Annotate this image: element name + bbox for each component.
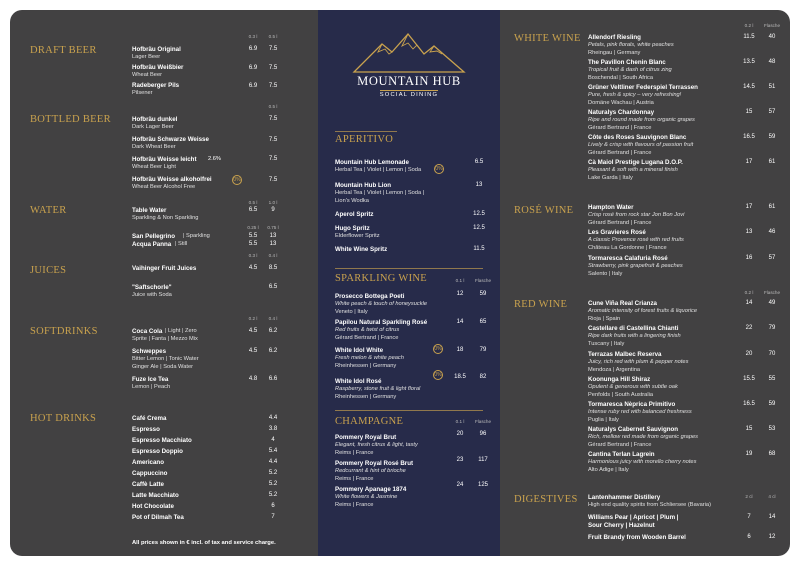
menu-item-desc: Lemon | Peach [132,384,171,390]
menu-item-origin: Penfolds | South Australia [588,392,654,398]
menu-item-origin: Reims | France [335,502,374,508]
menu-item-desc: Pure, fresh & spicy – very refreshing! [588,92,682,98]
price: 5.5 [248,241,258,247]
price: 4 [271,437,275,443]
menu-item-name: Côte des Roses Sauvignon Blanc [588,134,687,141]
price: 6 [271,503,275,509]
menu-item-desc: Red fruits & twist of citrus [335,327,400,333]
menu-item-origin: Gérard Bertrand | France [588,125,652,131]
price: 16.5 [743,134,755,140]
menu-item-name: Espresso Macchiato [132,437,192,444]
price: 14.5 [743,84,755,90]
menu-item-name: Coca Cola [132,328,163,335]
menu-item-desc: Elderflower Spritz [335,233,380,239]
price: 6.2 [268,328,278,334]
price: 61 [768,159,776,165]
price: 6.9 [248,83,258,89]
menu-item-desc: Fresh melon & white peach [335,355,404,361]
menu-item-desc: | Still [175,241,188,247]
menu-item-name: "Saftschorle" [132,284,172,291]
menu-item-desc: Harmonious juicy with morello cherry notes [588,459,697,465]
volume-label: 0.3 l [248,34,258,39]
menu-item-name: San Pellegrino [132,233,175,240]
menu-item-origin: Mendoza | Argentina [588,367,641,373]
menu-item-name: Fuze Ice Tea [132,376,169,383]
price: 13 [475,182,483,188]
menu-item-name: Hofbräu Weißbier [132,64,184,71]
menu-item-name: Hugo Spritz [335,225,370,232]
menu-item-extra: 2.6% [208,156,221,162]
volume-label: 0.3 l [248,253,258,258]
price: 7.5 [268,46,278,52]
price: 14 [768,514,776,520]
volume-label: 2 cl [745,494,753,499]
price: 6.5 [248,207,258,213]
menu-item-name: Sour Cherry | Hazelnut [588,522,655,529]
section-title-water: WATER [30,205,67,216]
menu-item-desc: White flowers & Jasmine [335,494,398,500]
menu-item-desc: Opulent & generous with subtle oak [588,384,678,390]
price: 46 [768,229,776,235]
menu-item-desc: Bitter Lemon | Tonic Water [132,356,199,362]
price: 15.5 [743,376,755,382]
volume-label: Flasche [474,419,492,424]
price: 5.2 [268,481,278,487]
price: 14 [456,319,464,325]
volume-label: 0.5 l [268,34,278,39]
price: 70 [768,351,776,357]
menu-item-desc: Strawberry, pink grapefruit & peaches [588,263,683,269]
menu-item-name: Tormaresca Nèprica Primitivo [588,401,676,408]
section-title-rose-wine: ROSÉ WINE [514,205,574,216]
menu-item-name: Hampton Water [588,204,634,211]
menu-item-desc: Ripe and round made from organic grapes [588,117,695,123]
price: 96 [479,431,487,437]
price: 23 [456,457,464,463]
menu-item-desc: Crisp rosé from rock star Jon Bon Jovi [588,212,685,218]
menu-item-desc: Sparkling & Non Sparkling [132,215,199,221]
logo-divider [380,90,438,91]
menu-item-origin: Lake Garda | Italy [588,175,633,181]
menu-item-desc: Raspberry, stone fruit & light floral [335,386,421,392]
left-panel [10,10,318,556]
menu-item-desc: Pilsener [132,90,153,96]
menu-item-desc: High end quality spirits from Schliersee (Bavaria) [588,502,711,508]
menu-item-name: Tormaresca Calafuria Rosé [588,255,668,262]
price: 16.5 [743,401,755,407]
menu-item-desc: A classic Provence rosé with red fruits [588,237,684,243]
price: 4.5 [248,328,258,334]
menu-item-origin: Alto Adige | Italy [588,467,629,473]
menu-item-name: Prosecco Bottega Poeti [335,293,405,300]
menu-item-name: Pot of Dilmah Tea [132,514,184,521]
menu-item-origin: Gérard Bertrand | France [588,442,652,448]
menu-item-name: Acqua Panna [132,241,172,248]
price: 48 [768,59,776,65]
mountain-logo-icon [352,32,466,74]
menu-item-name: Terrazas Malbec Reserva [588,351,662,358]
menu-item-desc: Wheat Beer [132,72,163,78]
menu-item-name: Hofbräu Weisse alkoholfrei [132,176,212,183]
price: 16 [745,255,753,261]
menu-item-desc: Rich, mellow red made from organic grapes [588,434,699,440]
menu-item-name: Pommery Royal Brut [335,434,397,441]
volume-label: Flasche [763,23,781,28]
menu-item-name: Aperol Spritz [335,211,374,218]
section-title-juices: JUICES [30,265,67,276]
menu-item-name: Schweppes [132,348,167,355]
menu-item-name: Castellare di Castellina Chianti [588,325,679,332]
price: 13 [269,233,277,239]
menu-item-name: Les Gravieres Rosé [588,229,646,236]
volume-label: 0.2 l [744,290,754,295]
menu-item-origin: Boschendal | South Africa [588,75,654,81]
price: 65 [479,319,487,325]
section-title-draft-beer: DRAFT BEER [30,45,97,56]
menu-item-name: Espresso [132,426,160,433]
logo-title: MOUNTAIN HUB [357,74,461,88]
price: 6.2 [268,348,278,354]
price: 12 [456,291,464,297]
menu-item-name: Cune Viña Real Crianza [588,300,658,307]
right-panel [500,10,790,556]
menu-item-name: Hot Chocolate [132,503,174,510]
price: 15 [745,426,753,432]
menu-item-origin: Rheinhessen | Germany [335,363,397,369]
menu-item-name: White Idol Rosé [335,378,382,385]
price: 17 [745,204,753,210]
menu-item-name: Pommery Apanage 1874 [335,486,407,493]
footer-note: All prices shown in € incl. of tax and service charge. [132,540,276,546]
menu-item-name: Cà Maiol Prestige Lugana D.O.P. [588,159,683,166]
price: 5.5 [248,233,258,239]
section-title-hot-drinks: HOT DRINKS [30,413,97,424]
price: 19 [745,451,753,457]
price: 125 [477,482,488,488]
menu-item-origin: Salento | Italy [588,271,623,277]
menu-item-desc: Dark Wheat Beer [132,144,176,150]
price: 11.5 [743,34,755,40]
menu-item-origin: Puglia | Italy [588,417,619,423]
menu-item-name: Vaihinger Fruit Juices [132,265,197,272]
price: 6.5 [268,284,278,290]
price: 4.5 [248,265,258,271]
menu-item-origin: Gérard Bertrand | France [335,335,399,341]
menu-item-desc: Lion's Wodka [335,198,369,204]
price: 11.5 [473,246,485,252]
price: 20 [745,351,753,357]
menu-item-origin: Reims | France [335,476,374,482]
menu-item-desc: | Light | Zero [165,328,197,334]
price: 13 [269,241,277,247]
price: 6.9 [248,65,258,71]
price: 12 [768,534,776,540]
price: 68 [768,451,776,457]
price: 9 [271,207,275,213]
menu-item-name: Hofbräu Original [132,46,181,53]
menu-item-name: Café Crema [132,415,167,422]
price: 5.2 [268,470,278,476]
menu-item-desc: | Sparkling [183,233,210,239]
menu-item-desc: Tropical fruit & dash of citrus zing [588,67,672,73]
price: 15 [745,109,753,115]
volume-label: 4 cl [768,494,776,499]
menu-item-desc: Lager Beer [132,54,161,60]
price: 61 [768,204,776,210]
price: 59 [768,401,776,407]
price: 40 [768,34,776,40]
menu-item-desc: Petals, pink florals, white peaches [588,42,674,48]
volume-label: Flasche [474,278,492,283]
menu-item-name: Hofbräu Schwarze Weisse [132,136,209,143]
menu-item-name: Koonunga Hill Shiraz [588,376,651,383]
price: 5.2 [268,492,278,498]
price: 57 [768,109,776,115]
price: 7.5 [268,177,278,183]
alcohol-free-badge-icon: 0% [435,166,443,172]
price: 59 [768,134,776,140]
price: 6.6 [268,376,278,382]
menu-board [10,10,790,556]
price: 6 [747,534,751,540]
menu-item-name: Mountain Hub Lion [335,182,392,189]
price: 6.5 [474,159,484,165]
menu-item-origin: Rheingau | Germany [588,50,641,56]
menu-item-name: Mountain Hub Lemonade [335,159,409,166]
price: 6.9 [248,46,258,52]
menu-item-name: Cantina Terlan Lagrein [588,451,655,458]
price: 5.4 [268,448,278,454]
menu-item-origin: Reims | France [335,450,374,456]
menu-item-desc: Ripe dark fruits with a lingering finish [588,333,681,339]
volume-label: 0.4 l [268,316,278,321]
price: 18 [456,347,464,353]
menu-item-name: Cappuccino [132,470,168,477]
volume-label: 0.75 l [267,225,279,230]
section-title-softdrinks: SOFTDRINKS [30,326,98,337]
price: 4.4 [268,415,278,421]
menu-item-desc: Intense ruby red with balanced freshness [588,409,692,415]
menu-item-name: The Pavillon Chenin Blanc [588,59,666,66]
menu-item-name: Fruit Brandy from Wooden Barrel [588,534,686,541]
price: 4.4 [268,459,278,465]
menu-item-desc: Ginger Ale | Soda Water [132,364,194,370]
price: 8.5 [268,265,278,271]
price: 17 [745,159,753,165]
volume-label: 0.5 l [268,104,278,109]
price: 7 [747,514,751,520]
section-title-champagne: CHAMPAGNE [335,416,404,427]
price: 7.5 [268,137,278,143]
price: 82 [479,374,487,380]
menu-item-origin: Gérard Bertrand | France [588,220,652,226]
menu-item-name: Latte Macchiato [132,492,179,499]
price: 49 [768,300,776,306]
menu-item-desc: Wheat Beer Alcohol Free [132,184,196,190]
menu-item-desc: Lively & crisp with flavours of passion fruit [588,142,694,148]
price: 57 [768,255,776,261]
alcohol-free-badge-icon: 0% [233,177,241,183]
price: 12.5 [473,225,485,231]
alcohol-free-badge-icon: 0% [434,346,442,352]
price: 79 [768,325,776,331]
menu-item-name: Pommery Royal Rosé Brut [335,460,414,467]
menu-item-desc: Juicy, rich red with plum & pepper notes [588,359,689,365]
price: 12.5 [473,211,485,217]
menu-item-desc: White peach & touch of honeysuckle [335,301,428,307]
menu-item-name: Williams Pear | Apricot | Plum | [588,514,679,521]
menu-item-desc: Herbal Tea | Violet | Lemon | Soda | [335,190,425,196]
alcohol-free-badge-icon: 0% [434,372,442,378]
menu-item-origin: Gérard Bertrand | France [588,150,652,156]
price: 18.5 [454,374,466,380]
menu-item-name: Americano [132,459,164,466]
section-title-sparkling-wine: SPARKLING WINE [335,273,427,284]
volume-label: 0.25 l [247,225,259,230]
volume-label: 1.0 l [268,200,278,205]
menu-item-desc: Sprite | Fanta | Mezzo Mix [132,336,198,342]
price: 7.5 [268,116,278,122]
menu-item-name: Lantenhammer Distillery [588,494,661,501]
section-title-digestives: DIGESTIVES [514,494,578,505]
price: 51 [768,84,776,90]
price: 24 [456,482,464,488]
menu-item-name: Naturalys Cabernet Sauvignon [588,426,679,433]
price: 7.5 [268,156,278,162]
menu-item-name: Hofbräu dunkel [132,116,178,123]
menu-item-desc: Wheat Beer Light [132,164,176,170]
logo-tagline: SOCIAL DINING [379,92,439,98]
menu-item-desc: Herbal Tea | Violet | Lemon | Soda [335,167,422,173]
price: 7 [271,514,275,520]
menu-item-desc: Redcurrant & hint of brioche [335,468,406,474]
price: 7.5 [268,83,278,89]
menu-item-origin: Château La Gordonne | France [588,245,667,251]
menu-item-desc: Dark Lager Beer [132,124,174,130]
menu-item-name: Radeberger Pils [132,82,180,89]
menu-item-desc: Aromatic intensity of forest fruits & liquorice [588,308,698,314]
price: 79 [479,347,487,353]
price: 13.5 [743,59,755,65]
menu-item-desc: Juice with Soda [132,292,172,298]
menu-item-name: Table Water [132,207,167,214]
price: 13 [745,229,753,235]
price: 4.8 [248,376,258,382]
menu-item-name: Hofbräu Weisse leicht [132,156,197,163]
menu-item-name: Naturalys Chardonnay [588,109,655,116]
divider [335,410,483,411]
volume-label: 0.2 l [744,23,754,28]
menu-item-origin: Tuscany | Italy [588,341,625,347]
center-panel [318,10,500,556]
price: 3.8 [268,426,278,432]
price: 14 [745,300,753,306]
section-title-aperitivo: APERITIVO [335,134,394,145]
menu-item-name: White Wine Spritz [335,246,388,253]
section-title-red-wine: RED WINE [514,299,568,310]
divider [335,131,397,132]
price: 22 [745,325,753,331]
menu-item-name: Allendorf Riesling [588,34,641,41]
menu-item-name: Caffè Latte [132,481,164,488]
menu-item-name: Papilou Natural Sparkling Rosé [335,319,428,326]
menu-item-origin: Rioja | Spain [588,316,621,322]
volume-label: 0.1 l [455,278,465,283]
volume-label: 0.4 l [268,253,278,258]
menu-item-name: Espresso Doppio [132,448,183,455]
volume-label: Flasche [763,290,781,295]
menu-item-name: White Idol White [335,347,384,354]
price: 20 [456,431,464,437]
price: 55 [768,376,776,382]
volume-label: 0.5 l [248,200,258,205]
price: 59 [479,291,487,297]
price: 53 [768,426,776,432]
menu-item-name: Grüner Veltliner Federspiel Terrassen [588,84,698,91]
price: 4.5 [248,348,258,354]
menu-item-origin: Domäne Wachau | Austria [588,100,654,106]
section-title-white-wine: WHITE WINE [514,33,581,44]
menu-item-origin: Rheinhessen | Germany [335,394,397,400]
menu-item-desc: Elegant, fresh citrus & light, tasty [335,442,418,448]
volume-label: 0.1 l [455,419,465,424]
price: 7.5 [268,65,278,71]
menu-item-origin: Veneto | Italy [335,309,368,315]
price: 117 [478,457,488,463]
section-title-bottled-beer: BOTTLED BEER [30,114,111,125]
menu-item-desc: Pleasant & soft with a mineral finish [588,167,678,173]
divider [335,268,483,269]
volume-label: 0.2 l [248,316,258,321]
